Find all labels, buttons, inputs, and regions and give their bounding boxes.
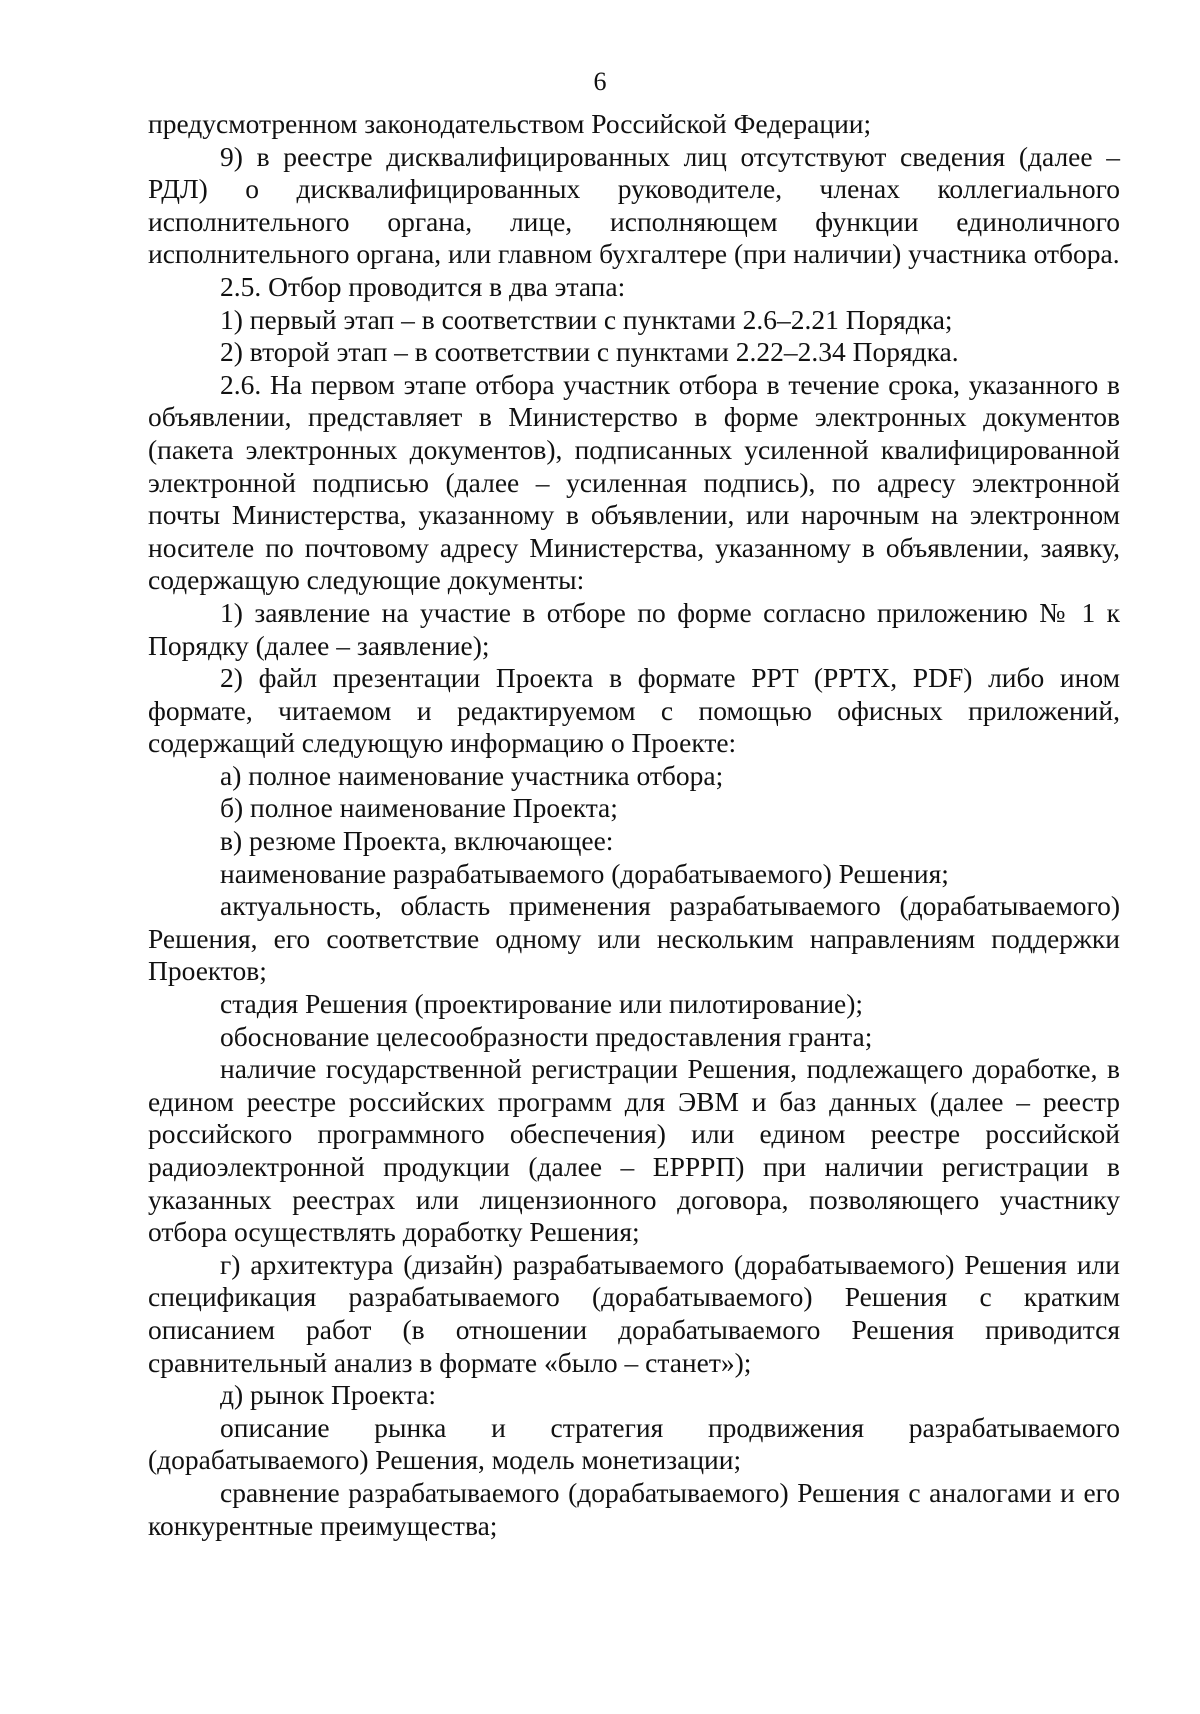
paragraph: описание рынка и стратегия продвижения разрабатываемого (дорабатываемого) Решения, модель монетизации; — [148, 1411, 1120, 1476]
paragraph: г) архитектура (дизайн) разрабатываемого (дорабатываемого) Решения или спецификация разрабатываемого (дорабатываемого) Решения с кратким описанием работ (в отношении дорабатываемого Решения приводится сравнительный анализ в формате «было – станет»); — [148, 1248, 1120, 1378]
paragraph: 9) в реестре дисквалифицированных лиц отсутствуют сведения (далее – РДЛ) о дисквалифицированных руководителе, членах коллегиального исполнительного органа, лице, исполняющем функции единоличного исполнительного органа, или главном бухгалтере (при наличии) участника отбора. — [148, 140, 1120, 270]
page-number: 6 — [593, 67, 607, 96]
paragraph: стадия Решения (проектирование или пилотирование); — [220, 988, 864, 1020]
paragraph: в) резюме Проекта, включающее: — [220, 825, 614, 857]
paragraph: актуальность, область применения разрабатываемого (дорабатываемого) Решения, его соответствие одному или нескольким направлениям поддержки Проектов; — [148, 890, 1120, 987]
paragraph: наименование разрабатываемого (дорабатываемого) Решения; — [220, 857, 949, 889]
paragraph: 1) заявление на участие в отборе по форме согласно приложению № 1 к Порядку (далее – заявление); — [148, 596, 1120, 661]
paragraph: наличие государственной регистрации Решения, подлежащего доработке, в едином реестре российских программ для ЭВМ и баз данных (далее – реестр российского программного обеспечения) или едином реестре российской радиоэлектронной продукции (далее – ЕРРРП) при наличии регистрации в указанных реестрах или лицензионного договора, позволяющего участнику отбора осуществлять доработку Решения; — [148, 1053, 1120, 1248]
document-body — [148, 108, 1120, 1542]
paragraph: 1) первый этап – в соответствии с пунктами 2.6–2.21 Порядка; — [220, 303, 953, 335]
paragraph: 2.6. На первом этапе отбора участник отбора в течение срока, указанного в объявлении, представляет в Министерство в форме электронных документов (пакета электронных документов), подписанных усиленной квалифицированной электронной подписью (далее – усиленная подпись), по адресу электронной почты Министерства, указанному в объявлении, или нарочным на электронном носителе по почтовому адресу Министерства, указанному в объявлении, заявку, содержащую следующие документы: — [148, 368, 1120, 596]
paragraph: 2) файл презентации Проекта в формате PPT (PPTX, PDF) либо ином формате, читаемом и редактируемом с помощью офисных приложений, содержащий следующую информацию о Проекте: — [148, 662, 1120, 759]
paragraph: 2.5. Отбор проводится в два этапа: — [220, 270, 626, 302]
paragraph: сравнение разрабатываемого (дорабатываемого) Решения с аналогами и его конкурентные преимущества; — [148, 1476, 1120, 1541]
paragraph: предусмотренном законодательством Российской Федерации; — [148, 108, 872, 139]
paragraph: а) полное наименование участника отбора; — [220, 759, 724, 791]
paragraph: д) рынок Проекта: — [220, 1379, 437, 1411]
paragraph: 2) второй этап – в соответствии с пунктами 2.22–2.34 Порядка. — [220, 336, 959, 368]
paragraph: обоснование целесообразности предоставления гранта; — [220, 1020, 873, 1052]
paragraph: б) полное наименование Проекта; — [220, 792, 618, 824]
